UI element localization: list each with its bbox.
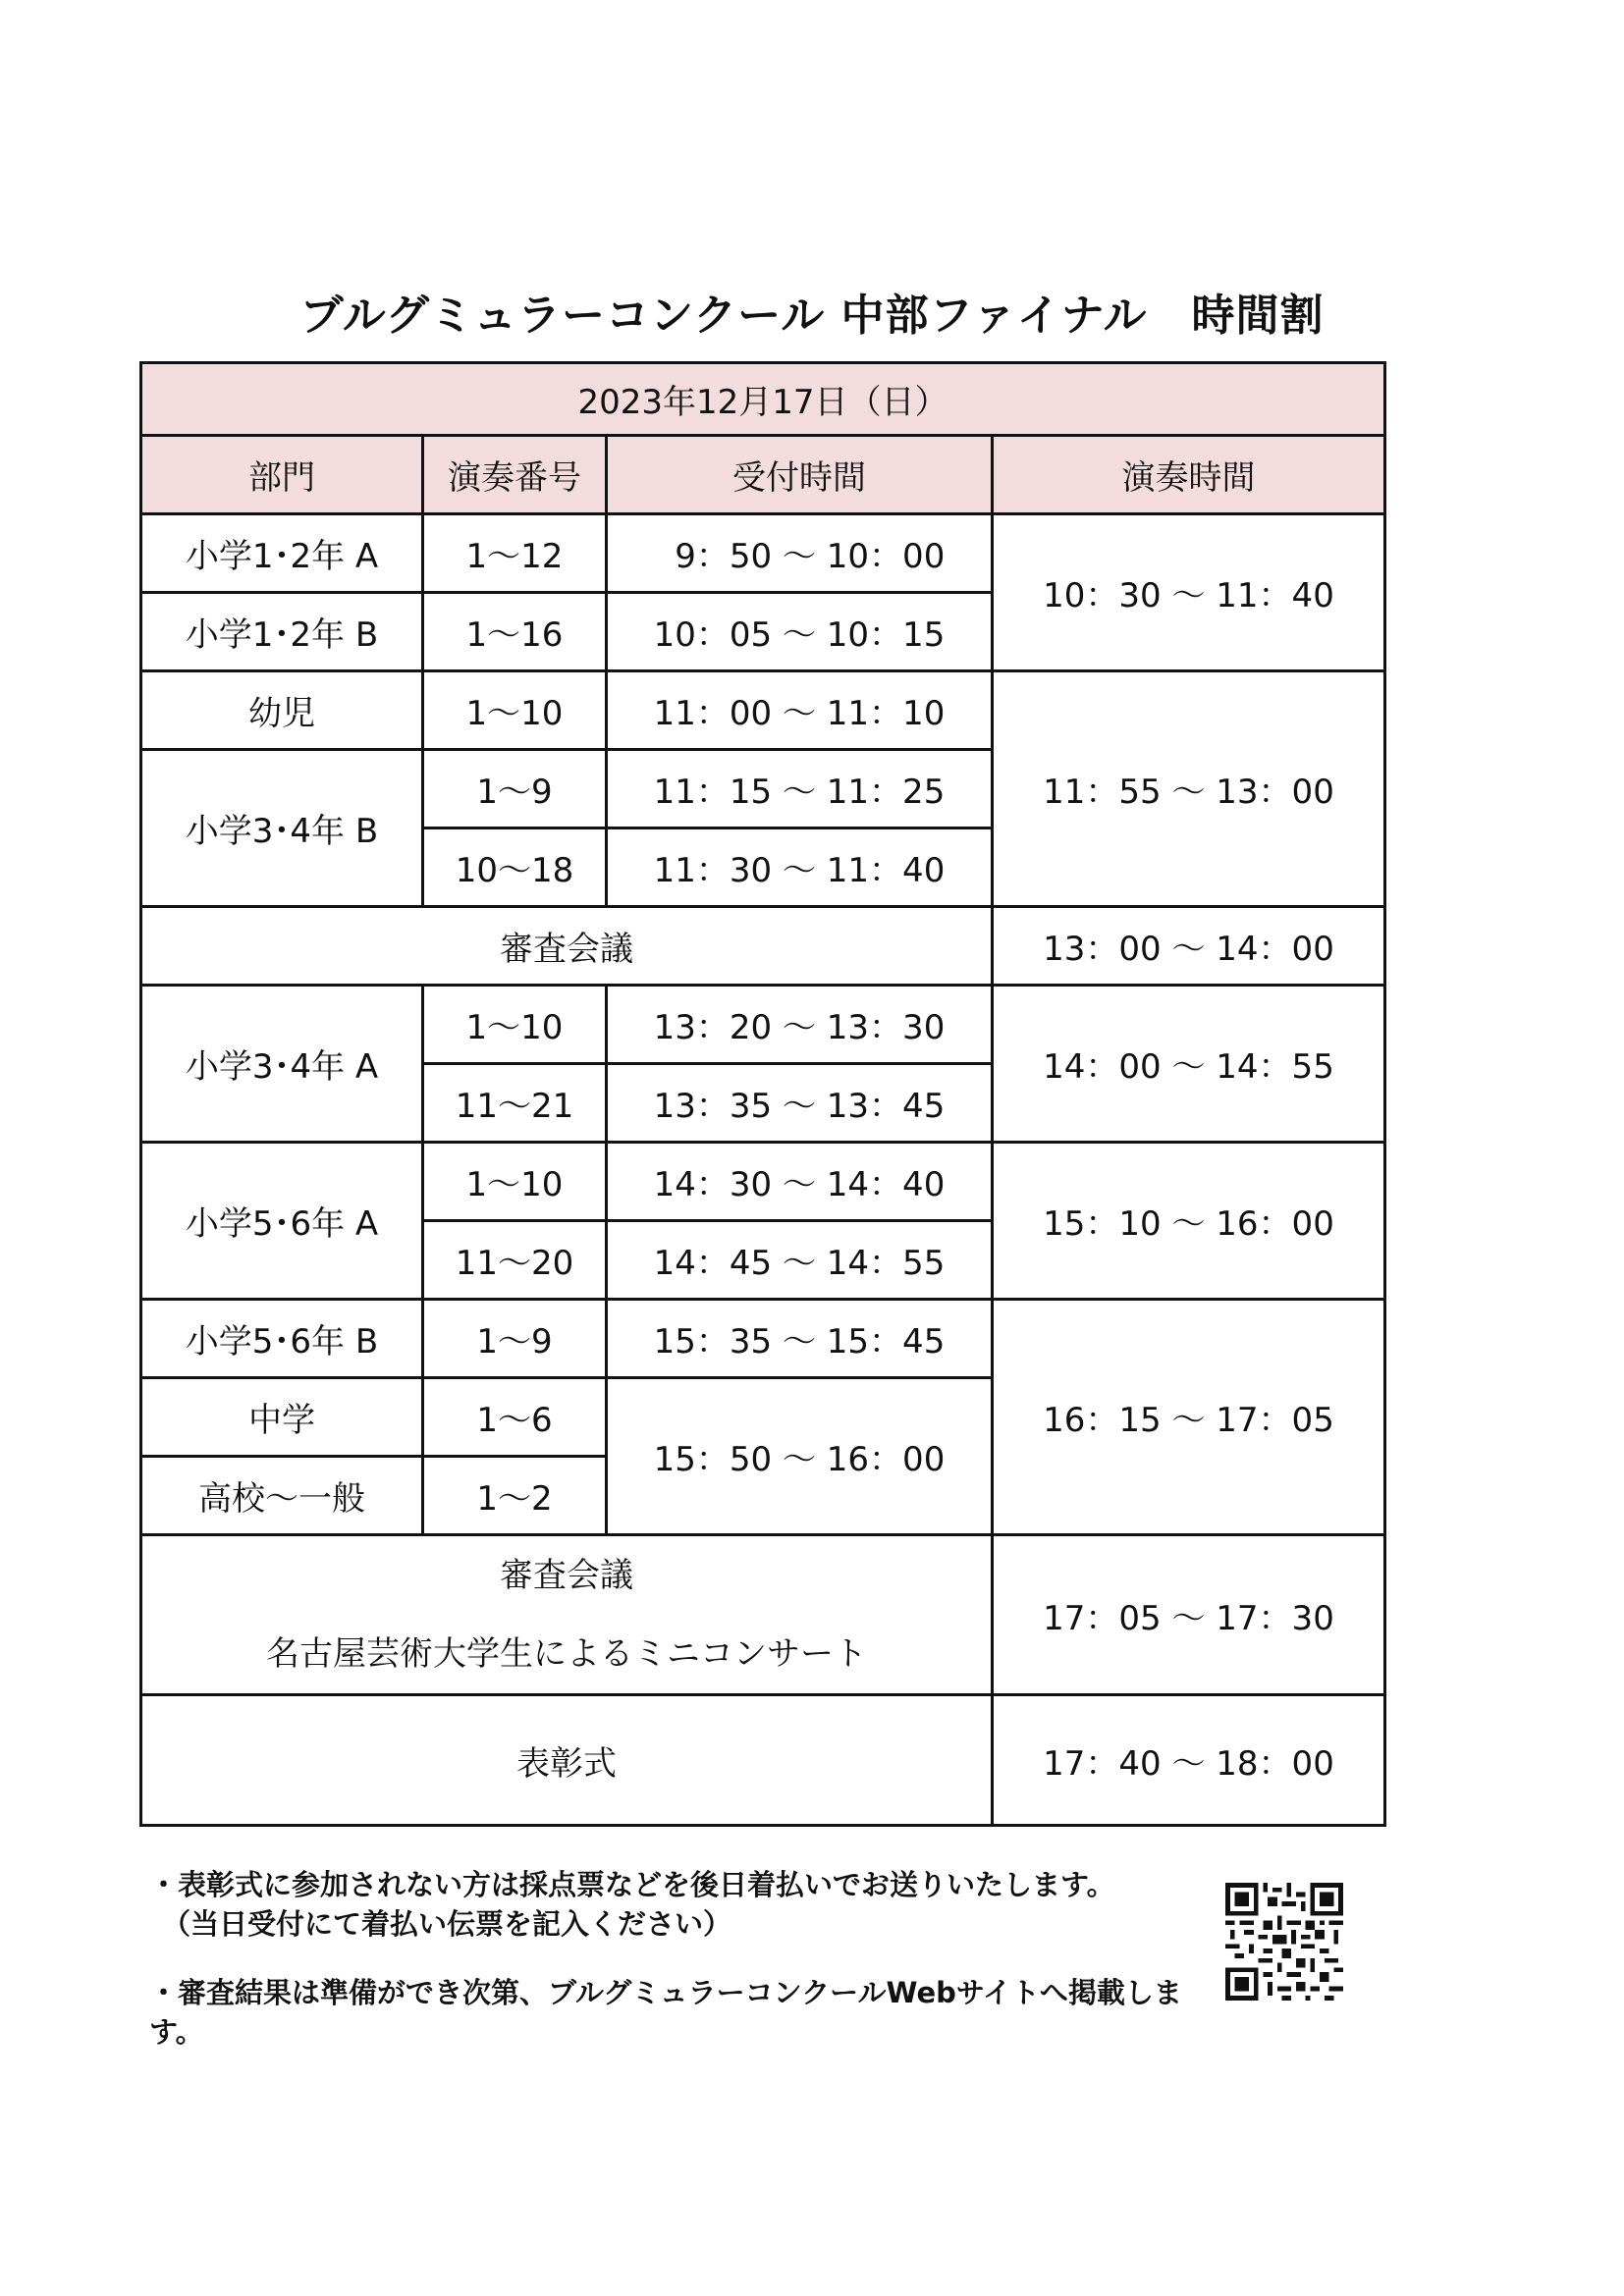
table-row [141,1143,1385,1221]
reception-cell: 9：50 ～ 10：00 [607,514,993,593]
table-row [141,1535,1385,1695]
reception-cell: 11：30 ～ 11：40 [607,828,993,907]
col-header-dept: 部門 [141,436,423,514]
number-cell: 1～9 [423,1300,607,1378]
dept-cell: 小学3･4年 A [141,986,423,1143]
dept-cell: 小学5･6年 A [141,1143,423,1300]
note-1-sub: （当日受付にて着払い伝票を記入ください） [162,1907,732,1941]
table-row [141,671,1385,750]
performance-cell: 14：00 ～ 14：55 [993,986,1385,1143]
table-row [141,907,1385,986]
note-1: ・表彰式に参加されない方は採点票などを後日着払いでお送りいたします。 [149,1868,1115,1901]
table-row [141,514,1385,593]
number-cell: 1～10 [423,671,607,750]
performance-cell: 10：30 ～ 11：40 [993,514,1385,671]
performance-cell: 11：55 ～ 13：00 [993,671,1385,907]
number-cell: 10～18 [423,828,607,907]
judging-meeting-label: 審査会議 [141,907,993,986]
note-2: ・審査結果は準備ができ次第、ブルグミュラーコンクールWebサイトへ掲載します。 [149,1976,1182,2049]
reception-cell: 11：00 ～ 11：10 [607,671,993,750]
performance-cell: 17：40 ～ 18：00 [993,1695,1385,1826]
performance-cell: 15：10 ～ 16：00 [993,1143,1385,1300]
dept-cell: 中学 [141,1378,423,1457]
reception-cell: 14：45 ～ 14：55 [607,1221,993,1300]
number-cell: 11～20 [423,1221,607,1300]
reception-cell: 13：35 ～ 13：45 [607,1064,993,1143]
number-cell: 1～2 [423,1457,607,1535]
reception-cell: 10：05 ～ 10：15 [607,593,993,671]
dept-cell: 小学1･2年 B [141,593,423,671]
number-cell: 1～9 [423,750,607,828]
performance-cell: 17：05 ～ 17：30 [993,1535,1385,1695]
dept-cell: 幼児 [141,671,423,750]
reception-cell: 11：15 ～ 11：25 [607,750,993,828]
dept-cell: 小学1･2年 A [141,514,423,593]
mini-concert-label: 名古屋芸術大学生によるミニコンサート [266,1634,867,1674]
number-cell: 11～21 [423,1064,607,1143]
qr-code-icon[interactable] [1225,1883,1343,2001]
table-row [141,1695,1385,1826]
col-header-number: 演奏番号 [423,436,607,514]
award-ceremony-label: 表彰式 [141,1695,993,1826]
performance-cell: 13：00 ～ 14：00 [993,907,1385,986]
date-header: 2023年12月17日（日） [141,363,1385,436]
col-header-performance: 演奏時間 [993,436,1385,514]
schedule-table [139,361,1386,1827]
dept-cell: 小学5･6年 B [141,1300,423,1378]
reception-cell: 15：50 ～ 16：00 [607,1378,993,1535]
number-cell: 1～10 [423,1143,607,1221]
reception-cell: 13：20 ～ 13：30 [607,986,993,1064]
reception-cell: 15：35 ～ 15：45 [607,1300,993,1378]
dept-cell: 高校～一般 [141,1457,423,1535]
judging-concert-cell [141,1535,993,1695]
judging-meeting-label: 審査会議 [500,1556,633,1595]
performance-cell: 16：15 ～ 17：05 [993,1300,1385,1535]
number-cell: 1～6 [423,1378,607,1457]
page-title: ブルグミュラーコンクール 中部ファイナル 時間割 [299,291,1325,341]
col-header-reception: 受付時間 [607,436,993,514]
reception-cell: 14：30 ～ 14：40 [607,1143,993,1221]
number-cell: 1～10 [423,986,607,1064]
table-row [141,1300,1385,1378]
number-cell: 1～12 [423,514,607,593]
table-row [141,986,1385,1064]
number-cell: 1～16 [423,593,607,671]
dept-cell: 小学3･4年 B [141,750,423,907]
